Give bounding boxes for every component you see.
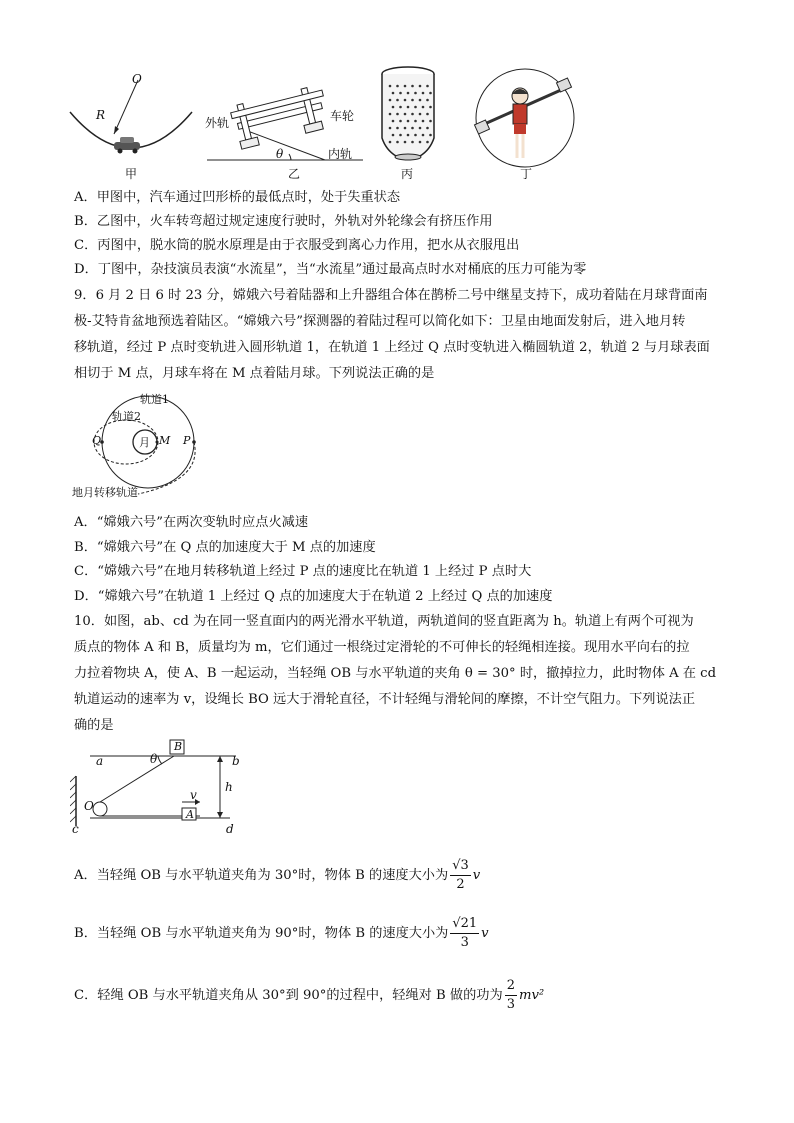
drum-hole xyxy=(414,120,417,123)
drum-hole xyxy=(426,99,429,102)
q9-option-a: A．“嫦娥六号”在两次变轨时应点火减速 xyxy=(74,515,309,530)
label-orbit1: 轨道1 xyxy=(140,393,169,406)
drum-hole xyxy=(414,92,417,95)
label-A: A xyxy=(186,808,194,821)
drum-hole xyxy=(407,92,410,95)
q9-stem-line-2: 极-艾特肯盆地预选着陆区。“嫦娥六号”探测器的着陆过程可以简化如下：卫星由地面发射后，进入地月转 xyxy=(74,314,686,329)
label-R: R xyxy=(96,108,106,122)
drum-hole xyxy=(404,113,407,116)
drum-hole xyxy=(419,99,422,102)
label-v: v xyxy=(190,788,197,802)
drum-hole xyxy=(396,113,399,116)
drum-hole xyxy=(392,92,395,95)
drum-hole xyxy=(426,85,429,88)
q10-stem-line-2: 质点的物体 A 和 B，质量均为 m，它们通过一根绕过定滑轮的不可伸长的轻绳相连接。现用水平向右的拉 xyxy=(74,640,690,655)
drum-hole xyxy=(429,120,432,123)
drum-hole xyxy=(389,141,392,144)
drum-hole xyxy=(422,106,425,109)
figure-bing xyxy=(376,64,440,164)
caption-yi: 乙 xyxy=(288,167,301,181)
label-O-pulley: O xyxy=(84,799,94,813)
q9-stem-line-4: 相切于 M 点，月球车将在 M 点着陆月球。下列说法正确的是 xyxy=(74,366,435,381)
drum-hole xyxy=(396,141,399,144)
label-d: d xyxy=(226,822,234,836)
q10-option-b: B．当轻绳 OB 与水平轨道夹角为 90°时，物体 B 的速度大小为 $\frac{√21}{3}$ v xyxy=(74,916,489,950)
label-b: b xyxy=(232,754,240,768)
drum-hole xyxy=(411,99,414,102)
drum-hole xyxy=(414,134,417,137)
drum-hole xyxy=(426,141,429,144)
drum-hole xyxy=(404,85,407,88)
drum-hole xyxy=(411,113,414,116)
drum-hole xyxy=(407,134,410,137)
label-h: h xyxy=(225,780,233,794)
q10-option-a-text: A．当轻绳 OB 与水平轨道夹角为 30°时，物体 B 的速度大小为 xyxy=(74,868,449,883)
q10-stem-line-3: 力拉着物块 A，使 A、B 一起运动，当轻绳 OB 与水平轨道的夹角 θ = 30° 时，撤掉拉力，此时物体 A 在 cd xyxy=(74,666,717,681)
drum-hole xyxy=(392,134,395,137)
drum-hole xyxy=(419,141,422,144)
figure-jia xyxy=(66,66,196,176)
q9-option-d: D．“嫦娥六号”在轨道 1 上经过 Q 点的加速度大于在轨道 2 上经过 Q 点的加速度 xyxy=(74,589,553,604)
label-O: O xyxy=(132,72,142,86)
drum-hole xyxy=(429,134,432,137)
q10-option-c: C．轻绳 OB 与水平轨道夹角从 30°到 90°的过程中，轻绳对 B 做的功为 $\frac{2}{3}$ mv² xyxy=(74,978,545,1012)
drum-hole xyxy=(389,99,392,102)
drum-hole xyxy=(404,127,407,130)
drum-hole xyxy=(407,106,410,109)
label-a: a xyxy=(96,754,104,768)
drum-hole xyxy=(422,134,425,137)
drum-hole xyxy=(419,85,422,88)
label-moon: 月 xyxy=(139,436,150,449)
drum-hole xyxy=(422,92,425,95)
q8-option-a: A．甲图中，汽车通过凹形桥的最低点时，处于失重状态 xyxy=(74,190,401,205)
q10-option-b-text: B．当轻绳 OB 与水平轨道夹角为 90°时，物体 B 的速度大小为 xyxy=(74,926,449,941)
drum-hole xyxy=(404,99,407,102)
q10-stem-line-1: 10．如图，ab、cd 为在同一竖直面内的两光滑水平轨道，两轨道间的竖直距离为 h。轨道上有两个可视为 xyxy=(74,614,694,629)
figure-ding xyxy=(470,66,580,170)
drum-hole xyxy=(426,113,429,116)
label-outer-rail: 外轨 xyxy=(205,116,230,130)
drum-hole xyxy=(396,85,399,88)
drum-hole xyxy=(429,106,432,109)
q10-option-a: A．当轻绳 OB 与水平轨道夹角为 30°时，物体 B 的速度大小为 $\frac{√3}{2}$ v xyxy=(74,858,481,892)
drum-hole xyxy=(396,99,399,102)
drum-hole xyxy=(411,127,414,130)
q10-option-b-fraction: $\frac{√21}{3}$ xyxy=(452,916,478,950)
drum-hole xyxy=(411,141,414,144)
label-inner-rail: 内轨 xyxy=(328,147,353,161)
drum-hole xyxy=(404,141,407,144)
q10-figure xyxy=(70,736,250,836)
label-wheel: 车轮 xyxy=(330,109,355,123)
caption-bing: 丙 xyxy=(401,167,414,181)
q9-option-c: C．“嫦娥六号”在地月转移轨道上经过 P 点的速度比在轨道 1 上经过 P 点时大 xyxy=(74,564,532,579)
q10-stem-line-5: 确的是 xyxy=(74,718,114,733)
label-P: P xyxy=(183,434,191,447)
q10-option-c-text: C．轻绳 OB 与水平轨道夹角从 30°到 90°的过程中，轻绳对 B 做的功为 xyxy=(74,988,503,1003)
drum-hole xyxy=(399,92,402,95)
q9-stem-line-3: 移轨道，经过 P 点时变轨进入圆形轨道 1，在轨道 1 上经过 Q 点时变轨进入椭圆轨道 2，轨道 2 与月球表面 xyxy=(74,340,710,355)
q10-option-c-fraction: $\frac{2}{3}$ xyxy=(506,978,515,1012)
drum-hole xyxy=(392,106,395,109)
drum-hole xyxy=(411,85,414,88)
label-B: B xyxy=(174,740,183,753)
drum-hole xyxy=(389,127,392,130)
drum-hole xyxy=(426,127,429,130)
q10-stem-line-4: 轨道运动的速率为 v，设绳长 BO 远大于滑轮直径，不计轻绳与滑轮间的摩擦，不计空气阻力。下列说法正 xyxy=(74,692,696,707)
drum-hole xyxy=(407,120,410,123)
drum-hole xyxy=(392,120,395,123)
label-transfer-orbit: 地月转移轨道 xyxy=(72,486,138,499)
label-c: c xyxy=(72,822,79,836)
drum-hole xyxy=(422,120,425,123)
caption-jia: 甲 xyxy=(125,167,138,181)
caption-ding: 丁 xyxy=(520,167,533,181)
q8-option-c: C．丙图中，脱水筒的脱水原理是由于衣服受到离心力作用，把水从衣服甩出 xyxy=(74,238,520,253)
drum-hole xyxy=(389,85,392,88)
drum-hole xyxy=(399,120,402,123)
drum-hole xyxy=(429,92,432,95)
q8-option-b: B．乙图中，火车转弯超过规定速度行驶时，外轨对外轮缘会有挤压作用 xyxy=(74,214,493,229)
q10-option-a-fraction: $\frac{√3}{2}$ xyxy=(452,858,469,892)
drum-hole xyxy=(414,106,417,109)
drum-hole xyxy=(419,113,422,116)
label-orbit2: 轨道2 xyxy=(112,410,141,423)
q9-option-b: B．“嫦娥六号”在 Q 点的加速度大于 M 点的加速度 xyxy=(74,540,376,555)
drum-hole xyxy=(419,127,422,130)
label-Q: Q xyxy=(92,434,102,447)
drum-hole xyxy=(396,127,399,130)
label-M: M xyxy=(159,434,171,447)
q8-option-d: D．丁图中，杂技演员表演“水流星”，当“水流星”通过最高点时水对桶底的压力可能为零 xyxy=(74,262,587,277)
drum-hole xyxy=(399,134,402,137)
q9-stem-line-1: 9．6 月 2 日 6 时 23 分，嫦娥六号着陆器和上升器组合体在鹊桥二号中继星支持下，成功着陆在月球背面南 xyxy=(74,288,708,303)
label-theta-q10: θ xyxy=(150,752,158,766)
drum-hole xyxy=(389,113,392,116)
label-theta: θ xyxy=(276,147,284,161)
drum-hole xyxy=(399,106,402,109)
